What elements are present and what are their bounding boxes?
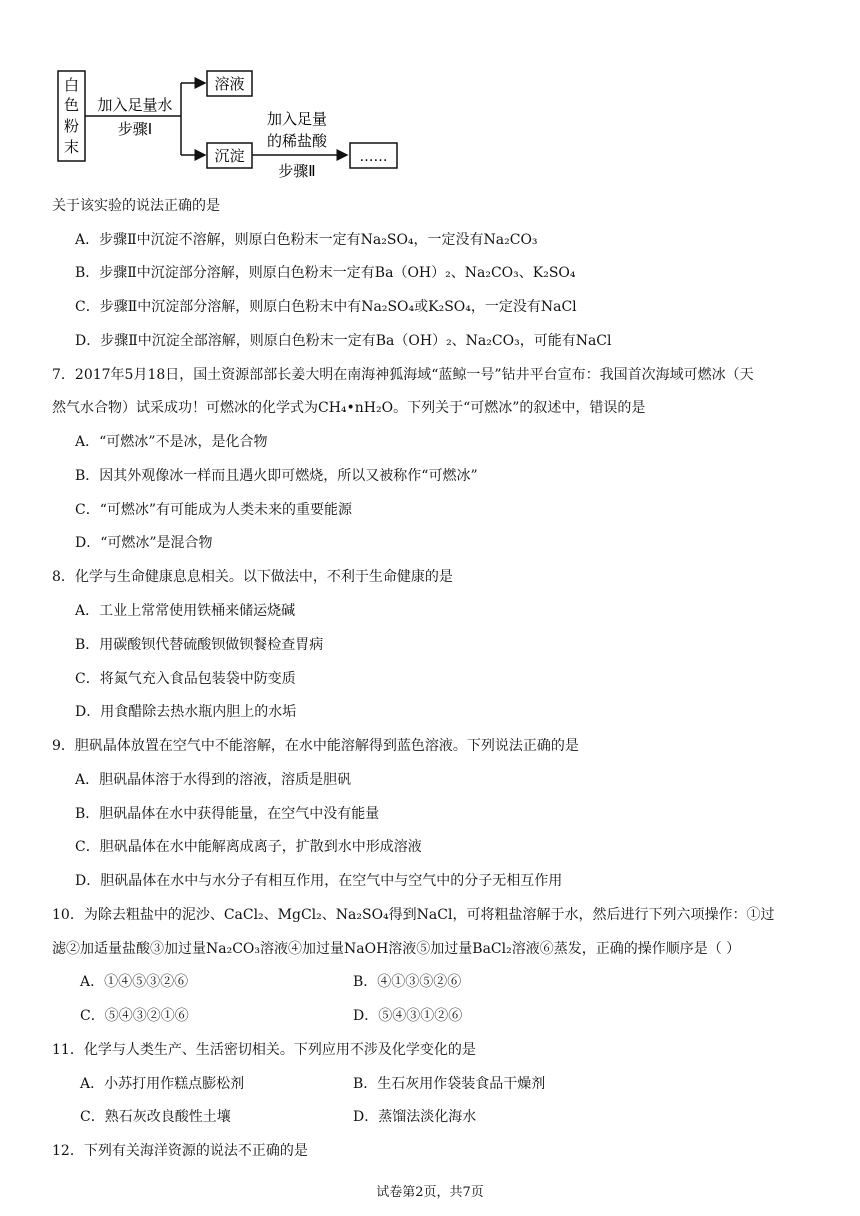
option-text: ①④⑤③②⑥ [104, 974, 189, 990]
option-text: 蒸馏法淡化海水 [378, 1109, 477, 1125]
q6-option-d [75, 331, 611, 351]
option-label: B． [75, 265, 100, 281]
option-label: D． [75, 873, 101, 889]
q10-option-d [353, 1006, 462, 1026]
q9-option-c [75, 837, 422, 857]
q8-option-d [75, 702, 296, 722]
q12-stem: 12．下列有关海洋资源的说法不正确的是 [52, 1143, 308, 1159]
option-label: C． [75, 671, 100, 687]
q7-option-c [75, 500, 352, 520]
q10-option-c [80, 1006, 189, 1026]
q10-stem-line1: 10．为除去粗盐中的泥沙、CaCl₂、MgCl₂、Na₂SO₄得到NaCl，可将粗盐溶解于水，然后进行下列六项操作：①过 [52, 907, 775, 923]
white-powder-char: 粉 [63, 117, 80, 135]
option-label: B． [75, 637, 100, 653]
white-powder-char: 白 [63, 76, 80, 94]
q9-option-b [75, 804, 379, 824]
option-label: D． [75, 535, 101, 551]
solution-label: 溶液 [214, 75, 245, 93]
q8-option-b [75, 635, 323, 655]
q9-option-a [75, 770, 351, 790]
option-text: 生石灰用作袋装食品干燥剂 [377, 1076, 546, 1092]
q6-option-a [75, 230, 538, 250]
option-label: A． [80, 1076, 105, 1092]
option-label: C． [80, 1008, 105, 1024]
option-label: C． [75, 839, 100, 855]
step1-reagent-label: 加入足量水 [97, 96, 173, 114]
step1-label: 步骤Ⅰ [117, 120, 153, 138]
option-text: 将氮气充入食品包装袋中防变质 [99, 671, 296, 687]
q6-option-b [75, 263, 576, 283]
option-label: D． [353, 1109, 379, 1125]
option-label: B． [75, 806, 100, 822]
option-text: 用碳酸钡代替硫酸钡做钡餐检查胃病 [99, 637, 324, 653]
experiment-flow-diagram [55, 68, 415, 190]
q8-option-a [75, 601, 295, 621]
option-text: “可燃冰”是混合物 [100, 535, 213, 551]
option-text: 小苏打用作糕点膨松剂 [104, 1076, 245, 1092]
option-text: 步骤Ⅱ中沉淀部分溶解，则原白色粉末中有Na₂SO₄或K₂SO₄，一定没有NaCl [99, 299, 577, 315]
q11-option-c [80, 1107, 231, 1127]
option-text: ④①③⑤②⑥ [377, 974, 462, 990]
step2-reagent-label-1: 加入足量 [266, 110, 328, 128]
q7-option-d [75, 533, 213, 553]
option-label: A． [80, 974, 105, 990]
option-label: C． [75, 502, 100, 518]
q11-option-a [80, 1074, 244, 1094]
option-label: C． [75, 299, 100, 315]
option-text: 步骤Ⅱ中沉淀全部溶解，则原白色粉末一定有Ba（OH）₂、Na₂CO₃，可能有NaCl [100, 333, 612, 349]
q9-stem: 9．胆矾晶体放置在空气中不能溶解，在水中能溶解得到蓝色溶液。下列说法正确的是 [52, 738, 579, 754]
option-text: 工业上常常使用铁桶来储运烧碱 [99, 603, 296, 619]
option-text: 用食醋除去热水瓶内胆上的水垢 [100, 704, 297, 720]
option-label: B． [353, 1076, 378, 1092]
option-text: “可燃冰”不是冰，是化合物 [99, 434, 268, 450]
step2-label: 步骤Ⅱ [278, 162, 316, 180]
q11-option-b [353, 1074, 545, 1094]
step2-reagent-label-2: 的稀盐酸 [266, 132, 328, 150]
option-text: 步骤Ⅱ中沉淀部分溶解，则原白色粉末一定有Ba（OH）₂、Na₂CO₃、K₂SO₄ [99, 265, 576, 281]
q11-stem: 11．化学与人类生产、生活密切相关。下列应用不涉及化学变化的是 [52, 1042, 476, 1058]
option-text: 胆矾晶体在水中与水分子有相互作用，在空气中与空气中的分子无相互作用 [100, 873, 563, 889]
option-text: 步骤Ⅱ中沉淀不溶解，则原白色粉末一定有Na₂SO₄，一定没有Na₂CO₃ [99, 232, 538, 248]
q11-option-d [353, 1107, 476, 1127]
option-text: ⑤④③①②⑥ [378, 1008, 463, 1024]
option-text: 熟石灰改良酸性土壤 [104, 1109, 231, 1125]
option-label: A． [75, 232, 100, 248]
option-text: 胆矾晶体溶于水得到的溶液，溶质是胆矾 [99, 772, 352, 788]
option-label: D． [75, 333, 101, 349]
q6-stem: 关于该实验的说法正确的是 [52, 198, 220, 214]
option-text: 胆矾晶体在水中获得能量，在空气中没有能量 [99, 806, 380, 822]
q10-option-a [80, 972, 188, 992]
white-powder-char: 末 [63, 138, 80, 156]
q6-option-c [75, 297, 577, 317]
q7-option-b [75, 466, 478, 486]
precipitate-label: 沉淀 [214, 147, 245, 165]
option-label: D． [75, 704, 101, 720]
q10-option-b [353, 972, 461, 992]
page-footer: 试卷第2页，共7页 [376, 1185, 484, 1200]
option-label: B． [75, 468, 100, 484]
q7-stem-line2: 然气水合物）试采成功！可燃冰的化学式为CH₄•nH₂O。下列关于“可燃冰”的叙述中，错误的是 [52, 400, 646, 416]
option-text: 胆矾晶体在水中能解离成离子，扩散到水中形成溶液 [99, 839, 422, 855]
option-text: ⑤④③②①⑥ [104, 1008, 189, 1024]
q7-option-a [75, 432, 267, 452]
q10-stem-line2: 滤②加适量盐酸③加过量Na₂CO₃溶液④加过量NaOH溶液⑤加过量BaCl₂溶液⑥蒸发，正确的操作顺序是（ ） [52, 941, 741, 957]
option-label: A． [75, 603, 100, 619]
q7-stem-line1: 7．2017年5月18日，国土资源部部长姜大明在南海神狐海域“蓝鲸一号”钻井平台宣布：我国首次海域可燃冰（天 [52, 367, 754, 383]
option-text: “可燃冰”有可能成为人类未来的重要能源 [99, 502, 353, 518]
option-label: D． [353, 1008, 379, 1024]
q8-option-c [75, 669, 296, 689]
result-label: …… [359, 149, 388, 165]
option-label: A． [75, 772, 100, 788]
option-text: 因其外观像冰一样而且遇火即可燃烧，所以又被称作“可燃冰” [99, 468, 478, 484]
option-label: C． [80, 1109, 105, 1125]
q9-option-d [75, 871, 562, 891]
option-label: A． [75, 434, 100, 450]
q8-stem: 8．化学与生命健康息息相关。以下做法中，不利于生命健康的是 [52, 569, 453, 585]
white-powder-char: 色 [63, 96, 80, 114]
option-label: B． [353, 974, 378, 990]
